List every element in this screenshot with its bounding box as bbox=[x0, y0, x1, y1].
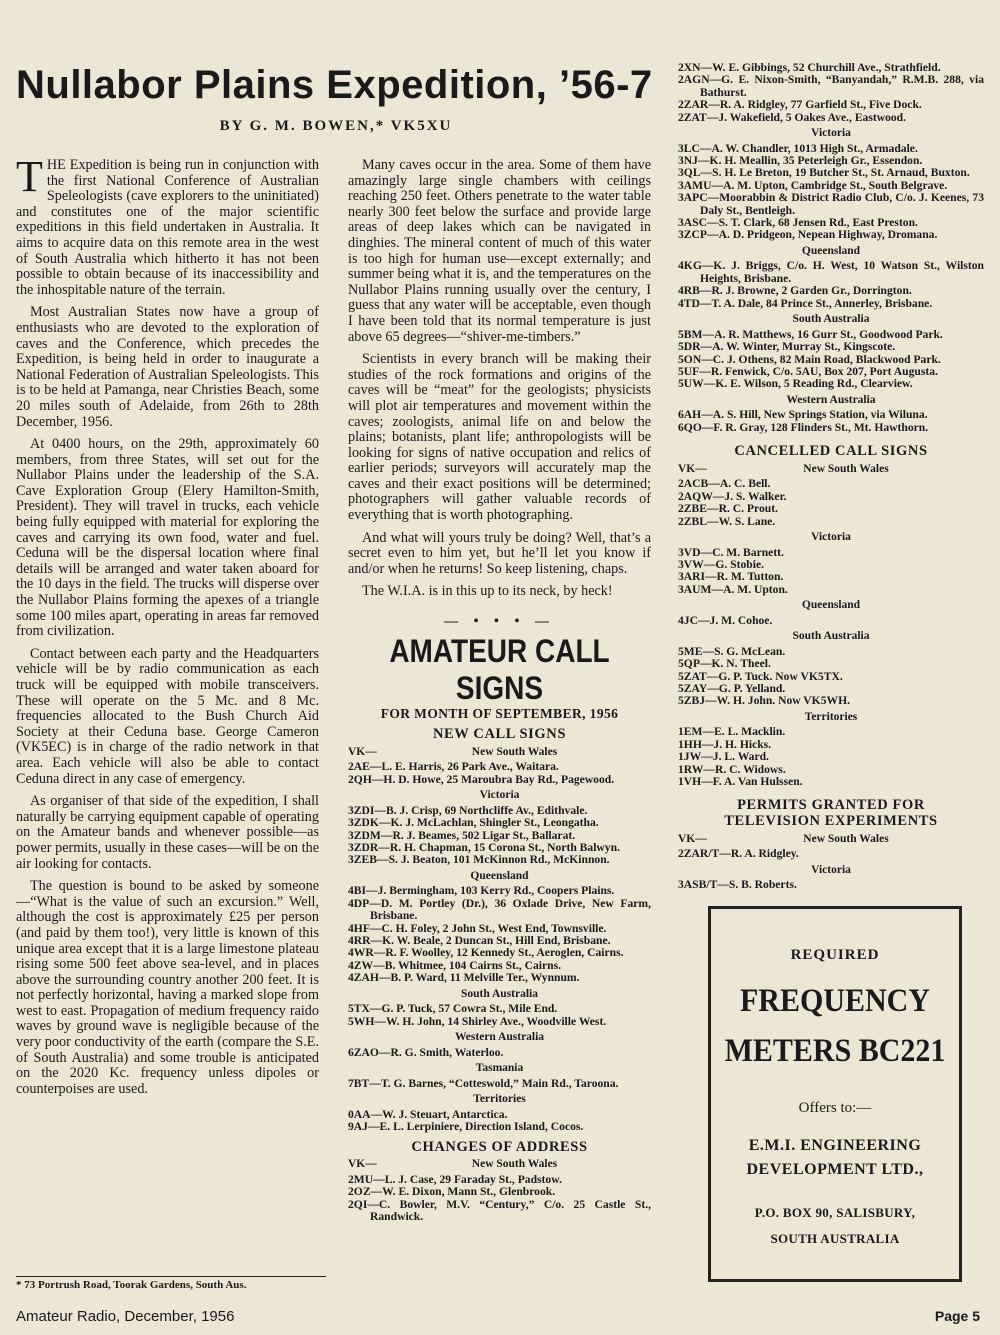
entry-list bbox=[348, 1003, 651, 1028]
entry-list bbox=[678, 409, 984, 434]
call-sign-entry: 3ARI—R. M. Tutton. bbox=[678, 570, 784, 584]
changes-of-address-heading: CHANGES OF ADDRESS bbox=[411, 1138, 588, 1155]
article-paragraph: The W.I.A. is in this up to its neck, by heck! bbox=[362, 583, 613, 600]
entry-list bbox=[348, 1078, 651, 1090]
article-paragraph: As organiser of that side of the expedition, I shall naturally be carrying equipment capable of operating on the Amateur bands and whenever possible—as power permits, usually in these cases—will be on the air looking for contacts. bbox=[16, 793, 319, 872]
state-heading: Victoria bbox=[811, 863, 851, 876]
call-sign-entry: 3AUM—A. M. Upton. bbox=[678, 582, 788, 596]
article-column-1 bbox=[16, 152, 319, 1104]
call-sign-entry: 3ZDK—K. J. McLachlan, Shingler St., Leongatha. bbox=[348, 816, 599, 830]
call-sign-entry: 2QI—C. Bowler, M.V. “Century,” C/o. 25 Castle St., Randwick. bbox=[348, 1197, 651, 1223]
call-sign-entry: 3ZDI—B. J. Crisp, 69 Northcliffe Av., Edithvale. bbox=[348, 803, 588, 817]
call-sign-entry: 5ZBJ—W. H. John. Now VK5WH. bbox=[678, 694, 851, 708]
permits-heading-2: TELEVISION EXPERIMENTS bbox=[724, 813, 938, 829]
call-sign-entry: 2MU—L. J. Case, 29 Faraday St., Padstow. bbox=[348, 1172, 562, 1186]
ad-state: SOUTH AUSTRALIA bbox=[770, 1231, 900, 1246]
call-sign-entry: 3ZCP—A. D. Pridgeon, Nepean Highway, Dromana. bbox=[678, 228, 938, 242]
entry-list bbox=[678, 726, 984, 788]
call-sign-entry: 2AE—L. E. Harris, 26 Park Ave., Waitara. bbox=[348, 760, 559, 774]
call-sign-entry: 6ZAO—R. G. Smith, Waterloo. bbox=[348, 1045, 504, 1059]
call-sign-entry: 3VW—G. Stobie. bbox=[678, 557, 764, 571]
call-sign-entry: 3ASC—S. T. Clark, 68 Jensen Rd., East Preston. bbox=[678, 216, 918, 230]
call-sign-entry: 2ZAT—J. Wakefield, 5 Oakes Ave., Eastwood. bbox=[678, 110, 907, 124]
entry-list bbox=[678, 848, 984, 860]
call-sign-entry: 3LC—A. W. Chandler, 1013 High St., Armadale. bbox=[678, 141, 918, 155]
call-sign-entry: 2AGN—G. E. Nixon-Smith, “Banyandah,” R.M.B. 288, via Bathurst. bbox=[678, 73, 984, 99]
call-sign-entry: 2OZ—W. E. Dixon, Mann St., Glenbrook. bbox=[348, 1185, 556, 1199]
state-heading: South Australia bbox=[792, 313, 870, 326]
call-sign-entry: 5QP—K. N. Theel. bbox=[678, 657, 771, 671]
call-sign-entry: 4WR—R. F. Woolley, 12 Kennedy St., Aeroglen, Cairns. bbox=[348, 946, 624, 960]
state-heading: Queensland bbox=[801, 244, 861, 257]
call-sign-entry: 6AH—A. S. Hill, New Springs Station, via Wiluna. bbox=[678, 408, 928, 422]
ad-address: P.O. BOX 90, SALISBURY, bbox=[754, 1205, 916, 1220]
call-sign-entry: 4TD—T. A. Dale, 84 Prince St., Annerley, Brisbane. bbox=[678, 296, 933, 310]
article-paragraph: The question is bound to be asked by someone—“What is the value of such an excursion.” Well, although the cost is approximately £25 per person (and paid by them too!), very little is known of this unique area except that it is a large limestone plateau rising some 500 feet above sea-level, and in places above the surrounding country another 200 feet. It is not perfectly horizontal, having a marked slope from west to east. Propagation of medium frequency raido waves by ground wave is negligible because of the very poor conductivity of the earth (compare the S.E. of South Australia) and some trouble is anticipated on the 2020 Kc. frequency unless dipoles or counterpoises are used. bbox=[16, 878, 319, 1097]
state-heading: Queensland bbox=[470, 869, 529, 882]
permits-heading-1: PERMITS GRANTED FOR bbox=[737, 797, 925, 814]
entry-list bbox=[678, 879, 984, 891]
entry-list bbox=[678, 478, 984, 528]
call-sign-entry: 0AA—W. J. Steuart, Antarctica. bbox=[348, 1107, 508, 1121]
entry-list bbox=[678, 646, 984, 708]
call-sign-entry: 5UW—K. E. Wilson, 5 Reading Rd., Clearview. bbox=[678, 377, 913, 391]
entry-list bbox=[348, 1174, 651, 1224]
call-sign-entry: 2ACB—A. C. Bell. bbox=[678, 477, 771, 491]
new-call-signs-heading: NEW CALL SIGNS bbox=[432, 726, 567, 743]
call-sign-entry: 3AMU—A. M. Upton, Cambridge St., South Belgrave. bbox=[678, 178, 948, 192]
ad-meters: METERS BC221 bbox=[724, 1032, 946, 1069]
call-sign-entry: 3ZDR—R. H. Chapman, 15 Corona St., North Balwyn. bbox=[348, 841, 620, 855]
call-sign-entry: 3APC—Moorabbin & District Radio Club, C/o. J. Keenes, 73 Daly St., Bentleigh. bbox=[678, 191, 984, 217]
call-sign-entry: 1VH—F. A. Van Hulssen. bbox=[678, 775, 803, 788]
call-sign-entry: 3VD—C. M. Barnett. bbox=[678, 545, 784, 559]
ad-company-line-1: E.M.I. ENGINEERING bbox=[748, 1137, 922, 1154]
call-sign-entry: 4ZW—B. Whitmee, 104 Cairns St., Cairns. bbox=[348, 958, 561, 972]
entry-list bbox=[678, 547, 984, 597]
state-heading: Queensland bbox=[801, 599, 861, 612]
ad-company-line-2: DEVELOPMENT LTD., bbox=[746, 1161, 924, 1178]
article-paragraph: Most Australian States now have a group of enthusiasts who are devoted to the exploration of caves and the Conference, which precedes the Expedition, is being held in order to inaugurate a National Federation of Australian Speleologists. This is to be held at Pamanga, near Christies Beach, some 20 miles south of Adelaide, from 26th to 28th December, 1956. bbox=[16, 304, 319, 430]
state-heading: South Australia bbox=[460, 987, 538, 1000]
article-paragraph: And what will yours truly be doing? Well, that’s a secret even to him yet, but he’ll let you know if and/or when he returns! So keep listening, chaps. bbox=[348, 529, 651, 577]
call-sign-entry: 4RB—R. J. Browne, 2 Garden Gr., Dorrington. bbox=[678, 284, 912, 298]
call-sign-entry: 1EM—E. L. Macklin. bbox=[678, 725, 786, 739]
call-signs-heading: AMATEUR CALL SIGNS bbox=[389, 632, 610, 706]
call-sign-entry: 3NJ—K. H. Meallin, 35 Peterleigh Gr., Essendon. bbox=[678, 154, 923, 168]
entry-list bbox=[348, 885, 651, 984]
state-heading: Victoria bbox=[811, 530, 851, 543]
entry-list bbox=[348, 1109, 651, 1134]
call-sign-entry: 5BM—A. R. Matthews, 16 Gurr St., Goodwood Park. bbox=[678, 327, 943, 341]
call-sign-entry: 2ZAR—R. A. Ridgley, 77 Garfield St., Five Dock. bbox=[678, 98, 922, 112]
state-heading: South Australia bbox=[792, 630, 870, 643]
call-sign-entry: 9AJ—E. L. Lerpiniere, Direction Island, Cocos. bbox=[348, 1120, 584, 1134]
advertisement-box bbox=[708, 906, 962, 1282]
ad-required: REQUIRED bbox=[790, 947, 880, 963]
call-sign-entry: 5ZAY—G. P. Yelland. bbox=[678, 681, 786, 695]
call-sign-entry: 7BT—T. G. Barnes, “Cotteswold,” Main Rd., Taroona. bbox=[348, 1076, 619, 1090]
call-sign-entry: 4HF—C. H. Foley, 2 John St., West End, Townsville. bbox=[348, 921, 607, 935]
state-row: VK— New South Wales bbox=[348, 1158, 558, 1171]
entry-list bbox=[678, 260, 984, 310]
entry-list bbox=[678, 143, 984, 242]
call-sign-entry: 3ASB/T—S. B. Roberts. bbox=[678, 878, 797, 892]
call-signs-month: FOR MONTH OF SEPTEMBER, 1956 bbox=[380, 705, 619, 721]
article-paragraph: Many caves occur in the area. Some of them have amazingly large single chambers with ceilings reaching 250 feet. Others penetrate to the water table nearly 300 feet below the surface and provide large areas of deep lakes which can be navigated in dinghies. The mineral content of much of this water is too high for human use—except externally; and summer being what it is, and the temperatures on the Nullabor Plains running usually over the century, I guess that any water will be acceptable, even though I have been told that its normal temperature is just above 65 degrees—“shiver-me-timbers.” bbox=[348, 157, 651, 345]
call-sign-entry: 4ZAH—B. P. Ward, 11 Melville Ter., Wynnum. bbox=[348, 971, 580, 985]
call-sign-entry: 5DR—A. W. Winter, Murray St., Kingscote. bbox=[678, 340, 896, 354]
entry-list bbox=[348, 761, 651, 786]
call-sign-entry: 2ZAR/T—R. A. Ridgley. bbox=[678, 847, 799, 861]
cancelled-call-signs-heading: CANCELLED CALL SIGNS bbox=[734, 443, 928, 460]
ad-offers: Offers to:— bbox=[798, 1100, 872, 1116]
footer-page-number: Page 5 bbox=[934, 1308, 980, 1324]
call-sign-entry: 5TX—G. P. Tuck, 57 Cowra St., Mile End. bbox=[348, 1002, 558, 1016]
entry-list bbox=[678, 62, 984, 124]
call-sign-entry: 2QH—H. D. Howe, 25 Maroubra Bay Rd., Pagewood. bbox=[348, 772, 615, 786]
state-heading: Western Australia bbox=[454, 1031, 545, 1044]
entry-list bbox=[678, 615, 984, 627]
call-sign-entry: 4BI—J. Bermingham, 103 Kerry Rd., Coopers Plains. bbox=[348, 884, 615, 898]
article-paragraph: Scientists in every branch will be making their studies of the rock formations and origins of the caves will be “meat” for the geologists; physicists will plot air temperatures and movement within the caves; zoologists, animal life on and below the plains; botanists, plant life; anthropologists will be looking for signs of native occupation and relics of earlier periods; surveyors will accurately map the caves and their exact positions will be determined; photographers will gather valuable records of everything that is worth photographing. bbox=[348, 351, 651, 524]
call-sign-entry: 6QO—F. R. Gray, 128 Flinders St., Mt. Hawthorn. bbox=[678, 420, 929, 434]
entry-list bbox=[348, 1047, 651, 1059]
call-sign-entry: 3ZDM—R. J. Beames, 502 Ligar St., Ballarat. bbox=[348, 828, 576, 842]
call-sign-entry: 2ZBE—R. C. Prout. bbox=[678, 502, 778, 516]
call-sign-entry: 5ON—C. J. Othens, 82 Main Road, Blackwood Park. bbox=[678, 352, 941, 366]
state-heading: Victoria bbox=[811, 127, 851, 140]
article-paragraph: At 0400 hours, on the 29th, approximately 60 members, from three States, will set out for the Nullabor Plains under the leadership of the S.A. Cave Exploration Group (Elery Hamilton-Smith, President). They will travel in trucks, each vehicle being fully equipped with material for exploring the caves and carrying its own food, water and fuel. Ceduna will be the dispersal location where final details will be arranged and water taken aboard for the 10 days in the field. The trucks will disperse over the Nullabor Plains forming the apexes of a triangle some 100 miles apart, operating in areas far removed from civilization. bbox=[16, 436, 319, 640]
call-sign-entry: 1HH—J. H. Hicks. bbox=[678, 737, 772, 751]
call-sign-entry: 2ZBL—W. S. Lane. bbox=[678, 514, 776, 528]
state-row: VK— New South Wales bbox=[678, 832, 889, 845]
call-sign-entry: 5ZAT—G. P. Tuck. Now VK5TX. bbox=[678, 669, 843, 683]
call-sign-entry: 4DP—D. M. Portley (Dr.), 36 Oxlade Drive, New Farm, Brisbane. bbox=[348, 896, 651, 923]
article-byline: BY G. M. BOWEN,* VK5XU bbox=[219, 118, 453, 134]
call-sign-entry: 2XN—W. E. Gibbings, 52 Churchill Ave., Strathfield. bbox=[678, 61, 941, 74]
call-sign-entry: 1RW—R. C. Widows. bbox=[678, 762, 786, 776]
call-sign-entry: 5WH—W. H. John, 14 Shirley Ave., Woodville West. bbox=[348, 1014, 607, 1028]
state-heading: Territories bbox=[473, 1093, 526, 1106]
section-separator: — • • • — bbox=[444, 614, 555, 630]
drop-cap: T bbox=[16, 152, 43, 201]
entry-list bbox=[348, 805, 651, 867]
article-paragraph: THE Expedition is being run in conjunction with the first National Conference of Australian Speleologists (cave explorers to the uninitiated) and constitutes one of the major scientific expeditions in this field undertaken in Australia. It aims to acquire data on this remote area in the west of South Australia which hitherto it has not been possible to obtain because of its inaccessibility and the inhospitable nature of the terrain. bbox=[16, 152, 319, 298]
state-heading: Tasmania bbox=[475, 1062, 524, 1075]
state-row: VK— New South Wales bbox=[678, 462, 889, 475]
ad-frequency: FREQUENCY bbox=[739, 982, 930, 1019]
state-row: VK— New South Wales bbox=[348, 745, 558, 758]
state-heading: Victoria bbox=[479, 789, 520, 802]
call-sign-entry: 4JC—J. M. Cohoe. bbox=[678, 613, 773, 627]
state-heading: Western Australia bbox=[786, 393, 876, 406]
article-title: Nullabor Plains Expedition, ’56-7 bbox=[16, 63, 653, 107]
state-heading: Territories bbox=[804, 710, 858, 723]
call-sign-entry: 1JW—J. L. Ward. bbox=[678, 750, 769, 764]
call-sign-entry: 5ME—S. G. McLean. bbox=[678, 644, 786, 658]
call-sign-entry: 3QL—S. H. Le Breton, 19 Butcher St., St. Arnaud, Buxton. bbox=[678, 166, 970, 180]
article-paragraph: Contact between each party and the Headquarters vehicle will be by radio communication as each truck will be equipped with mobile transceivers. These will operate on the 5 Mc. and 8 Mc. frequencies allocated to the Bush Church Aid Society at their Ceduna base. George Cameron (VK5EC) is in charge of the radio network in that area. Each vehicle will also be able to contact Ceduna direct in any case of emergency. bbox=[16, 645, 319, 787]
call-sign-entry: 4RR—K. W. Beale, 2 Duncan St., Hill End, Brisbane. bbox=[348, 934, 611, 948]
call-sign-entry: 2AQW—J. S. Walker. bbox=[678, 489, 787, 503]
call-sign-entry: 4KG—K. J. Briggs, C/o. H. West, 10 Watson St., Wilston Heights, Brisbane. bbox=[678, 259, 984, 285]
article-footnote: * 73 Portrush Road, Toorak Gardens, South Aus. bbox=[16, 1276, 326, 1291]
call-signs-column-3 bbox=[678, 62, 984, 892]
call-sign-entry: 3ZEB—S. J. Beaton, 101 McKinnon Rd., McKinnon. bbox=[348, 853, 610, 867]
entry-list bbox=[678, 329, 984, 391]
footer-publication: Amateur Radio, December, 1956 bbox=[16, 1308, 235, 1325]
call-sign-entry: 5UF—R. Fenwick, C/o. 5AU, Box 207, Port Augusta. bbox=[678, 364, 938, 378]
article-column-2 bbox=[348, 158, 651, 1223]
